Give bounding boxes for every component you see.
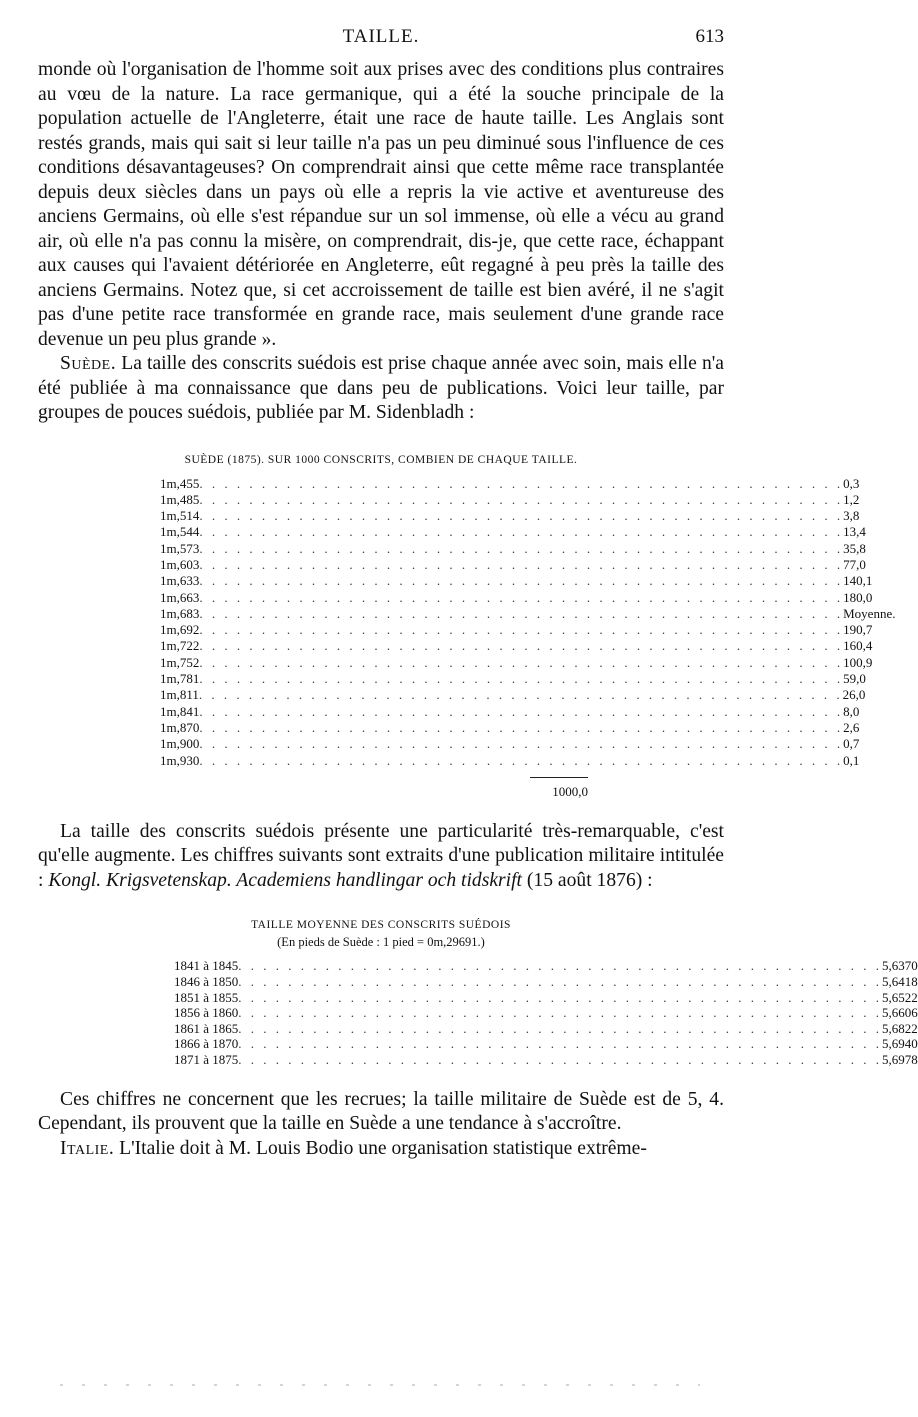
- row-label: 1m,663: [160, 589, 200, 605]
- row-label: 1m,722: [160, 638, 200, 654]
- row-label: 1861 à 1865: [174, 1020, 239, 1036]
- paragraph-recrues: Ces chiffres ne concernent que les recrues; la taille militaire de Suède est de 5, 4. Cependant, ils prouvent que la taille en Suède a une tendance à s'accroître.: [38, 1088, 724, 1134]
- dot-leader: . . . . . . . . . . . . . . . . . . . . . . . . . . . . . . . . . . . . . . . . . . . . . . . . . . . .: [199, 719, 844, 735]
- row-label: 1m,455: [160, 475, 200, 491]
- row-label: 1856 à 1860: [174, 1005, 239, 1021]
- table2-caption: TAILLE MOYENNE DES CONSCRITS SUÉDOIS: [251, 919, 511, 932]
- row-label: 1m,870: [160, 719, 200, 735]
- paragraph-angleterre: monde où l'organisation de l'homme soit aux prises avec des conditions plus contraires au vœu de la nature. La race germanique, qui a été la souche principale de la population actuelle de l'Angleterre, était une race de haute taille. Les Anglais sont restés grands, mais qui sait si leur taille n'a pas un peu diminué sous l'influence de ces conditions désavantageuses? On comprendrait ainsi que cette même race transplantée depuis deux siècles dans un pays où elle a repris la vie active et aventureuse des anciens Germains, où elle s'est répandue sur un sol immense, où elle a vécu au grand air, où elle n'a pas connu la misère, on comprendrait, dis-je, que cette race, échappant aux causes qui l'avaient détériorée en Angleterre, eût regagné à peu près la taille des anciens Germains. Notez que, si cet accroissement de taille est bien avéré, il ne s'agit pas d'une petite race transformée en grande race, mais seulement d'une grande race devenue un peu plus grande ».: [38, 59, 724, 350]
- row-value: 1,2: [843, 491, 860, 507]
- table-taille-moyenne: [174, 958, 918, 1067]
- table-row: [160, 671, 866, 687]
- dot-leader: . . . . . . . . . . . . . . . . . . . . . . . . . . . . . . . . . . . . . . . . . . . . . . . . . . . .: [198, 687, 843, 703]
- row-label: 1m,781: [160, 671, 200, 687]
- table-row: [160, 491, 860, 508]
- row-value: 35,8: [843, 540, 866, 556]
- dot-leader: . . . . . . . . . . . . . . . . . . . . . . . . . . . . . . . . . . . . . . . . . . . . . . . . . . . .: [199, 671, 844, 687]
- dot-leader: . . . . . . . . . . . . . . . . . . . . . . . . . . . . . . . . . . . . . . . . . . . . . . . . . . . .: [199, 605, 844, 621]
- table-row: [160, 752, 860, 769]
- row-label: 1m,544: [160, 524, 200, 540]
- table-row: [160, 687, 866, 703]
- dot-leader: . . . . . . . . . . . . . . . . . . . . . . . . . . . . . . . . . . . . . . . . . . . . . . . . . . . .: [199, 589, 844, 605]
- row-label: 1866 à 1870: [174, 1036, 239, 1052]
- row-value: 3,8: [843, 508, 860, 524]
- row-value: 140,1: [843, 573, 873, 589]
- page-edge-noise: [60, 1384, 700, 1386]
- row-value: 13,4: [843, 524, 866, 540]
- table-row: [160, 540, 866, 557]
- table-row: [174, 958, 918, 974]
- row-value: 0,1: [843, 752, 860, 768]
- paragraph-italie: [38, 1137, 724, 1162]
- row-value: 5,6940: [882, 1036, 918, 1052]
- row-label: 1m,811: [160, 687, 199, 703]
- table-row: [174, 1020, 918, 1037]
- dot-leader: . . . . . . . . . . . . . . . . . . . . . . . . . . . . . . . . . . . . . . . . . . . . . . . . . . . .: [238, 958, 883, 974]
- row-label: 1m,514: [160, 508, 200, 524]
- dot-leader: . . . . . . . . . . . . . . . . . . . . . . . . . . . . . . . . . . . . . . . . . . . . . . . . . . . .: [199, 524, 844, 540]
- table-row: [160, 736, 860, 752]
- row-value: 0,3: [843, 475, 860, 491]
- section-lead-italie: Italie.: [60, 1137, 115, 1159]
- table-row: [174, 1051, 918, 1068]
- row-label: 1m,683: [160, 605, 200, 621]
- dot-leader: . . . . . . . . . . . . . . . . . . . . . . . . . . . . . . . . . . . . . . . . . . . . . . . . . . . .: [238, 1036, 883, 1052]
- row-value: 0,7: [843, 736, 860, 752]
- table-row: [160, 508, 860, 524]
- row-label: 1m,633: [160, 573, 200, 589]
- table-row: [160, 475, 860, 492]
- paragraph-suede-text: La taille des conscrits suédois est prise chaque année avec soin, mais elle n'a été publiée à ma connaissance que dans peu de publications. Voici leur taille, par groupes de pouces suédois, publiée par M. Sidenbladh :: [38, 353, 724, 423]
- row-value: 5,6418: [882, 973, 918, 989]
- row-label: 1m,692: [160, 622, 200, 638]
- table-row: [160, 524, 866, 540]
- table-row: [160, 719, 860, 736]
- row-value: 5,6522: [882, 989, 918, 1005]
- table-row: [160, 589, 873, 606]
- table-row: [160, 703, 860, 720]
- row-value: 190,7: [843, 622, 873, 638]
- row-label: 1m,900: [160, 736, 200, 752]
- dot-leader: . . . . . . . . . . . . . . . . . . . . . . . . . . . . . . . . . . . . . . . . . . . . . . . . . . . .: [199, 573, 844, 589]
- row-label: 1m,603: [160, 556, 200, 572]
- running-title: TAILLE.: [342, 26, 420, 47]
- paragraph-augmentation-tail: (15 août 1876) :: [522, 869, 653, 891]
- dot-leader: . . . . . . . . . . . . . . . . . . . . . . . . . . . . . . . . . . . . . . . . . . . . . . . . . . . .: [199, 540, 844, 556]
- dot-leader: . . . . . . . . . . . . . . . . . . . . . . . . . . . . . . . . . . . . . . . . . . . . . . . . . . . .: [238, 973, 883, 989]
- dot-leader: . . . . . . . . . . . . . . . . . . . . . . . . . . . . . . . . . . . . . . . . . . . . . . . . . . . .: [238, 989, 883, 1005]
- table-row: [174, 973, 918, 990]
- page: [38, 26, 918, 1161]
- table1-total-row: [160, 777, 588, 800]
- row-label: 1841 à 1845: [174, 958, 239, 974]
- row-label: 1851 à 1855: [174, 989, 239, 1005]
- row-value: 180,0: [843, 589, 873, 605]
- dot-leader: . . . . . . . . . . . . . . . . . . . . . . . . . . . . . . . . . . . . . . . . . . . . . . . . . . . .: [199, 736, 844, 752]
- paragraph-augmentation: [38, 820, 724, 894]
- table-row: [174, 1005, 918, 1021]
- row-value: 8,0: [843, 703, 860, 719]
- row-value: 77,0: [843, 556, 866, 572]
- dot-leader: . . . . . . . . . . . . . . . . . . . . . . . . . . . . . . . . . . . . . . . . . . . . . . . . . . . .: [199, 508, 844, 524]
- table-row: [174, 989, 918, 1006]
- table-row: [160, 556, 866, 573]
- row-value: Moyenne.: [843, 605, 896, 621]
- dot-leader: . . . . . . . . . . . . . . . . . . . . . . . . . . . . . . . . . . . . . . . . . . . . . . . . . . . .: [199, 491, 844, 507]
- table-row: [160, 622, 873, 638]
- dot-leader: . . . . . . . . . . . . . . . . . . . . . . . . . . . . . . . . . . . . . . . . . . . . . . . . . . . .: [199, 752, 844, 768]
- publication-title: Kongl. Krigsvetenskap. Academiens handlingar och tidskrift: [48, 869, 522, 891]
- dot-leader: . . . . . . . . . . . . . . . . . . . . . . . . . . . . . . . . . . . . . . . . . . . . . . . . . . . .: [238, 1020, 883, 1036]
- table-suede-1875: [160, 475, 896, 800]
- dot-leader: . . . . . . . . . . . . . . . . . . . . . . . . . . . . . . . . . . . . . . . . . . . . . . . . . . . .: [199, 475, 844, 491]
- row-label: 1m,752: [160, 654, 200, 670]
- section-lead-suede: Suède.: [60, 353, 117, 374]
- row-value: 5,6822: [882, 1020, 918, 1036]
- paragraph-suede: [38, 352, 724, 426]
- table1-total: 1000,0: [530, 777, 588, 800]
- row-value: 5,6978: [882, 1051, 918, 1067]
- dot-leader: . . . . . . . . . . . . . . . . . . . . . . . . . . . . . . . . . . . . . . . . . . . . . . . . . . . .: [238, 1005, 883, 1021]
- table-row: [160, 638, 873, 654]
- row-value: 100,9: [843, 654, 873, 670]
- table-row: [160, 654, 873, 671]
- dot-leader: . . . . . . . . . . . . . . . . . . . . . . . . . . . . . . . . . . . . . . . . . . . . . . . . . . . .: [199, 622, 844, 638]
- row-label: 1m,930: [160, 752, 200, 768]
- row-label: 1m,485: [160, 491, 200, 507]
- page-number: 613: [695, 26, 724, 47]
- row-value: 2,6: [843, 719, 860, 735]
- table-row: [160, 605, 896, 622]
- dot-leader: . . . . . . . . . . . . . . . . . . . . . . . . . . . . . . . . . . . . . . . . . . . . . . . . . . . .: [199, 703, 844, 719]
- row-value: 5,6606: [882, 1005, 918, 1021]
- row-label: 1871 à 1875: [174, 1051, 239, 1067]
- paragraph-italie-text: L'Italie doit à M. Louis Bodio une organisation statistique extrême-: [114, 1137, 647, 1159]
- dot-leader: . . . . . . . . . . . . . . . . . . . . . . . . . . . . . . . . . . . . . . . . . . . . . . . . . . . .: [199, 638, 844, 654]
- paragraph-augmentation-text: La taille des conscrits suédois présente une particularité très-remarquable, c'est qu'elle augmente. Les chiffres suivants sont extraits d'une publication militaire intitulée :: [38, 820, 724, 891]
- row-label: 1m,573: [160, 540, 200, 556]
- dot-leader: . . . . . . . . . . . . . . . . . . . . . . . . . . . . . . . . . . . . . . . . . . . . . . . . . . . .: [199, 654, 844, 670]
- row-value: 59,0: [843, 671, 866, 687]
- row-value: 160,4: [843, 638, 873, 654]
- table2-subcaption: (En pieds de Suède : 1 pied = 0m,29691.): [277, 935, 485, 950]
- dot-leader: . . . . . . . . . . . . . . . . . . . . . . . . . . . . . . . . . . . . . . . . . . . . . . . . . . . .: [238, 1051, 883, 1067]
- dot-leader: . . . . . . . . . . . . . . . . . . . . . . . . . . . . . . . . . . . . . . . . . . . . . . . . . . . .: [199, 556, 844, 572]
- table-row: [174, 1036, 918, 1052]
- row-value: 5,6370: [882, 958, 918, 974]
- row-label: 1846 à 1850: [174, 973, 239, 989]
- table1-caption: SUÈDE (1875). SUR 1000 CONSCRITS, COMBIEN DE CHAQUE TAILLE.: [184, 453, 578, 466]
- running-header: [38, 26, 724, 58]
- row-value: 26,0: [842, 687, 866, 703]
- row-label: 1m,841: [160, 703, 200, 719]
- table-row: [160, 573, 873, 589]
